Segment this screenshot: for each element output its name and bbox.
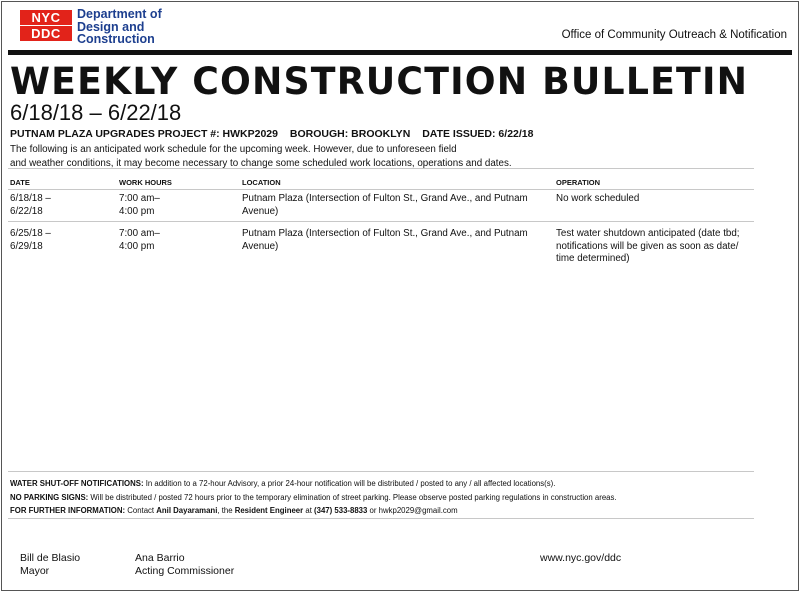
agency-line: Construction (77, 32, 155, 46)
col-header-operation: OPERATION (556, 178, 601, 187)
notes-bottom-rule (8, 518, 754, 519)
page-title: WEEKLY CONSTRUCTION BULLETIN (10, 60, 749, 103)
table-cell-date (10, 228, 51, 253)
project-name: PUTNAM PLAZA UPGRADES PROJECT #: HWKP2029 (10, 128, 278, 140)
note-text: , the (217, 506, 235, 515)
col-header-location: LOCATION (242, 178, 281, 187)
cell-line: 7:00 am– (119, 228, 160, 239)
contact-phone: (347) 533-8833 (314, 506, 368, 515)
cell-line: Putnam Plaza (Intersection of Fulton St., Grand Ave., and Putnam (242, 193, 528, 204)
note-text: at (303, 506, 315, 515)
further-info-note (10, 506, 458, 516)
table-cell-operation (556, 193, 639, 206)
commissioner-title: Acting Commissioner (135, 565, 235, 577)
nyc-ddc-logo (20, 10, 72, 41)
table-row-rule (8, 221, 754, 222)
cell-line: Putnam Plaza (Intersection of Fulton St., Grand Ave., and Putnam (242, 228, 528, 239)
table-cell-operation (556, 228, 740, 266)
note-label: NO PARKING SIGNS: (10, 493, 89, 502)
bulletin-date-range: 6/18/18 – 6/22/18 (10, 100, 182, 125)
commissioner-name: Ana Barrio (135, 552, 185, 564)
intro-line: The following is an anticipated work schedule for the upcoming week. However, due to unforeseen field (10, 144, 457, 155)
cell-line: No work scheduled (556, 193, 640, 204)
mayor-name: Bill de Blasio (20, 552, 81, 564)
website-link[interactable]: www.nyc.gov/ddc (540, 552, 622, 564)
agency-name (77, 8, 162, 46)
header-divider (8, 50, 792, 55)
intro-line: and weather conditions, it may become necessary to change some scheduled work locations, operations and dates. (10, 157, 512, 169)
project-borough: BOROUGH: BROOKLYN (289, 128, 411, 140)
cell-line: Avenue) (242, 240, 279, 252)
cell-line: notifications will be given as soon as date/ (556, 240, 739, 252)
table-cell-hours (119, 193, 160, 218)
mayor-title: Mayor (20, 565, 50, 577)
logo-ddc-text: DDC (20, 26, 72, 41)
cell-line: 4:00 pm (119, 240, 155, 252)
office-name: Office of Community Outreach & Notification (561, 29, 787, 41)
note-text: Contact (125, 506, 157, 515)
no-parking-note (10, 493, 617, 503)
cell-line: 6/29/18 (10, 240, 43, 252)
project-info (10, 128, 542, 140)
table-cell-hours (119, 228, 160, 253)
note-text: Will be distributed / posted 72 hours prior to the temporary elimination of street parking. Please observe posted parking regulations in construction areas. (88, 493, 617, 502)
note-label: WATER SHUT-OFF NOTIFICATIONS: (10, 479, 144, 488)
note-text: In addition to a 72-hour Advisory, a prior 24-hour notification will be distributed / posted to any / all affected locations(s). (143, 479, 556, 488)
cell-line: 6/18/18 – (10, 193, 51, 204)
cell-line: 6/25/18 – (10, 228, 51, 239)
table-cell-location (242, 193, 528, 218)
col-header-hours: WORK HOURS (119, 178, 172, 187)
cell-line: time determined) (556, 253, 630, 264)
cell-line: 7:00 am– (119, 193, 160, 204)
notes-top-rule (8, 471, 754, 472)
col-header-date: DATE (10, 178, 30, 187)
cell-line: Test water shutdown anticipated (date tbd; (556, 228, 740, 239)
intro-paragraph (10, 143, 530, 170)
table-cell-location (242, 228, 528, 253)
mayor-signature (20, 552, 80, 578)
project-issued-date: DATE ISSUED: 6/22/18 (422, 128, 534, 140)
table-cell-date (10, 193, 51, 218)
contact-email: or hwkp2029@gmail.com (367, 506, 458, 515)
table-top-rule (8, 168, 754, 169)
commissioner-signature (135, 552, 234, 578)
cell-line: 6/22/18 (10, 205, 43, 217)
water-shutoff-note (10, 479, 555, 489)
agency-line: Department of (77, 7, 162, 21)
cell-line: 4:00 pm (119, 205, 155, 217)
cell-line: Avenue) (242, 205, 279, 217)
table-header-rule (8, 189, 754, 190)
contact-role: Resident Engineer (234, 506, 304, 515)
contact-name: Anil Dayaramani (156, 506, 218, 515)
agency-line: Design and (77, 19, 145, 34)
note-label: FOR FURTHER INFORMATION: (10, 506, 126, 515)
logo-nyc-text: NYC (20, 10, 72, 25)
